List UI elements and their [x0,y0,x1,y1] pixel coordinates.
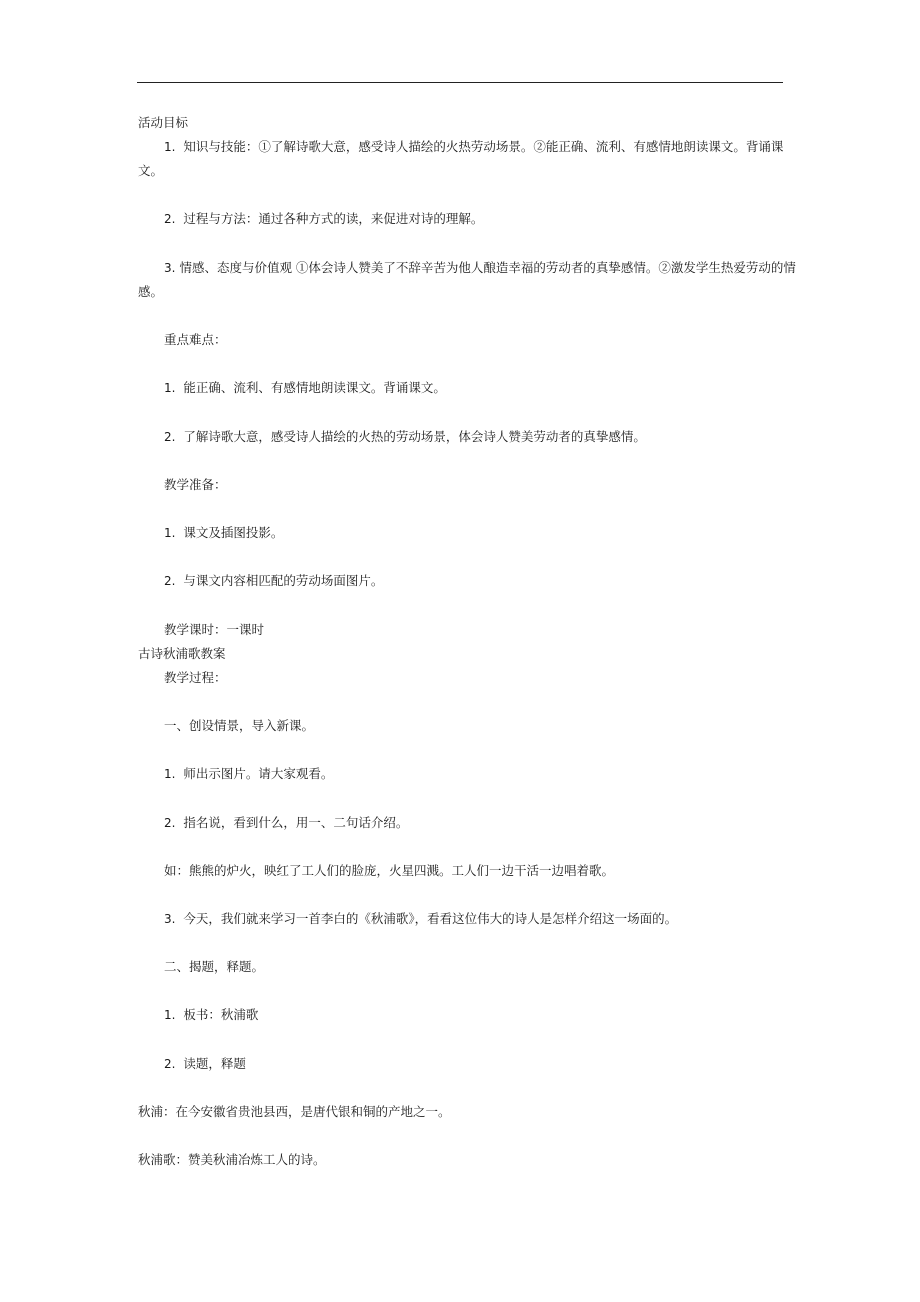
section-1-heading: 一、创设情景，导入新课。 [164,718,315,733]
s1-3-number: 3. [164,912,176,926]
s2-2-number: 2. [164,1057,176,1071]
section-1-item-2 [164,814,814,832]
key-1-text: 能正确、流利、有感情地朗读课文。背诵课文。 [183,380,446,395]
header-rule [137,82,783,83]
prep-heading: 教学准备： [164,477,227,492]
goal-1-line-2: 文。 [138,163,164,178]
goal-2-number: 2. [164,212,176,226]
key-2-number: 2. [164,430,176,444]
key-2-text: 了解诗歌大意，感受诗人描绘的火热的劳动场景，体会诗人赞美劳动者的真挚感情。 [183,429,646,444]
goal-1-text: 知识与技能：①了解诗歌大意，感受诗人描绘的火热劳动场景。②能正确、流利、有感情地朗读课文。背诵课 [183,139,784,154]
s2-1-text: 板书：秋浦歌 [183,1007,259,1022]
process-heading: 教学过程： [164,670,227,685]
goal-1-line-1 [164,138,814,156]
s1-2-number: 2. [164,816,176,830]
goals-heading: 活动目标 [138,115,189,130]
s2-2-text: 读题，释题 [183,1056,246,1071]
s1-1-number: 1. [164,767,176,781]
goal-2 [164,210,814,228]
section-1-item-3 [164,910,814,928]
goal-3-text: 情感、态度与价值观 ①体会诗人赞美了不辞辛苦为他人酿造幸福的劳动者的真挚感情。②激发学生热爱劳动的情 [179,260,796,275]
section-1-item-1 [164,765,814,783]
s1-1-text: 师出示图片。请大家观看。 [183,766,334,781]
s1-3-text: 今天，我们就来学习一首李白的《秋浦歌》，看看这位伟大的诗人是怎样介绍这一场面的。 [183,911,678,926]
section-2-item-1 [164,1006,814,1024]
class-hours: 教学课时：一课时 [164,622,265,637]
section-1-example: 如：熊熊的炉火，映红了工人们的脸庞，火星四溅。工人们一边干活一边唱着歌。 [164,863,615,878]
goal-2-text: 过程与方法：通过各种方式的读，来促进对诗的理解。 [183,211,484,226]
prep-2 [164,572,814,590]
s2-1-number: 1. [164,1008,176,1022]
prep-1-text: 课文及插图投影。 [183,525,284,540]
section-2-heading: 二、揭题，释题。 [164,959,265,974]
goal-3-line-1 [164,259,814,277]
definition-qiupu: 秋浦：在今安徽省贵池县西，是唐代银和铜的产地之一。 [138,1104,451,1119]
key-1-number: 1. [164,381,176,395]
goal-3-line-2: 感。 [138,284,164,299]
goal-1-number: 1. [164,140,176,154]
s1-2-text: 指名说，看到什么，用一、二句话介绍。 [183,815,409,830]
key-2 [164,428,814,446]
section-2-item-2 [164,1055,814,1073]
key-heading: 重点难点： [164,332,227,347]
prep-1-number: 1. [164,526,176,540]
definition-qiupuge: 秋浦歌：赞美秋浦冶炼工人的诗。 [138,1152,326,1167]
prep-1 [164,524,814,542]
key-1 [164,379,814,397]
prep-2-text: 与课文内容相匹配的劳动场面图片。 [183,573,384,588]
lesson-title: 古诗秋浦歌教案 [138,646,226,661]
goal-3-number: 3. [164,261,176,275]
prep-2-number: 2. [164,574,176,588]
